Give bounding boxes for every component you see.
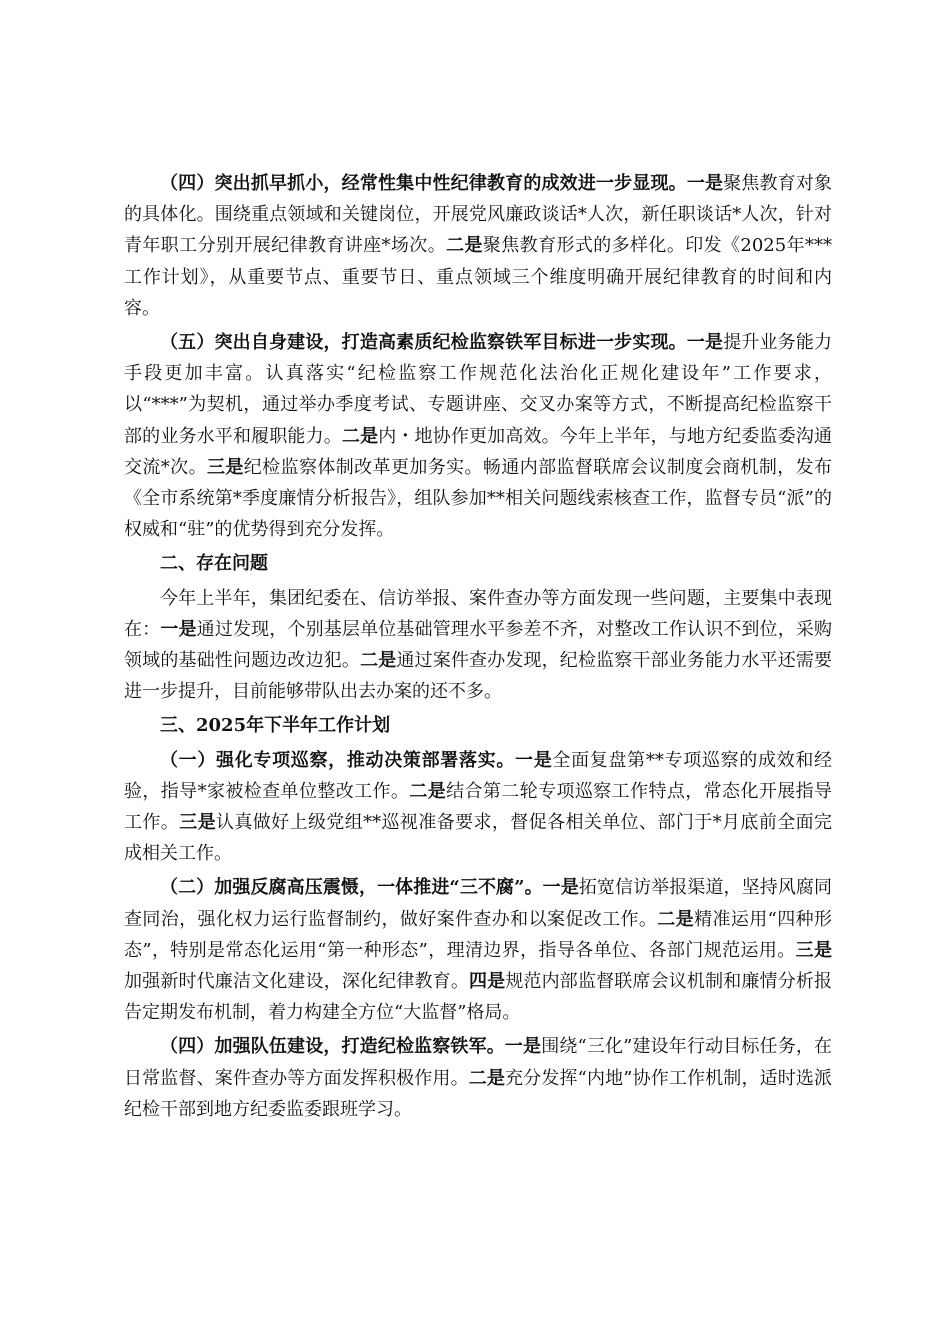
paragraph-team-building xyxy=(124,1031,832,1125)
paragraph-text: 全面复盘第**专项巡察的成效和经验，指导*家被检查单位整改工作。 xyxy=(124,749,833,802)
enumeration-label: 二是 xyxy=(409,780,447,802)
paragraph-heading: （四）突出抓早抓小，经常性集中性纪律教育的成效进一步显现。 xyxy=(160,173,687,194)
paragraph-heading: （二）加强反腐高压震慑，一体推进“三不腐”。 xyxy=(160,877,543,899)
paragraph-text: 充分发挥“内地”协作工作机制，适时选派纪检干部到地方纪委监委跟班学习。 xyxy=(124,1067,833,1120)
enumeration-label: 一是 xyxy=(515,749,553,771)
enumeration-label: 二是 xyxy=(657,908,695,930)
paragraph-text: 认真做好上级党组**巡视准备要求，督促各相关单位、部门于*月底前全面完成相关工作。 xyxy=(124,812,833,865)
enumeration-label: 一是 xyxy=(542,877,579,899)
enumeration-label: 三是 xyxy=(206,456,244,478)
paragraph-text: 通过发现，个别基层单位基础管理水平参差不齐，对整改工作认识不到位，采购领域的基础性问题边改边犯。 xyxy=(124,618,833,672)
enumeration-label: 三是 xyxy=(795,939,832,961)
enumeration-label: 四是 xyxy=(469,971,506,993)
paragraph-text: 围绕“三化”建设年行动目标任务，在日常监督、案件查办等方面发挥积极作用。 xyxy=(124,1036,833,1089)
paragraph-text: 结合第二轮专项巡察工作特点，常态化开展指导工作。 xyxy=(124,780,833,834)
enumeration-label: 二是 xyxy=(341,425,379,447)
enumeration-label: 一是 xyxy=(686,332,724,354)
paragraph-text: 拓宽信访举报渠道，坚持风腐同查同治，强化权力运行监督制约，做好案件查办和以案促改工作。 xyxy=(124,877,832,930)
paragraph-text: 内・地协作更加高效。今年上半年，与地方纪委监委沟通交流*次。 xyxy=(124,425,833,478)
paragraph-text: 规范内部监督联席会议机制和廉情分析报告定期发布机制，着力构建全方位“大监督”格局。 xyxy=(124,971,833,1024)
enumeration-label: 二是 xyxy=(468,1067,506,1089)
paragraph-text: 纪检监察体制改革更加务实。畅通内部监督联席会议制度会商机制，发布《全市系统第*季度廉情分析报告》，组队参加**相关问题线索核查工作，监督专员“派”的权威和“驻”的优势得到充分发挥。 xyxy=(124,456,833,541)
paragraph-text: 加强新时代廉洁文化建设，深化纪律教育。 xyxy=(124,971,469,993)
section-heading-problems: 二、存在问题 xyxy=(160,553,268,575)
paragraph-heading: （四）加强队伍建设，打造纪检监察铁军。 xyxy=(160,1036,505,1058)
paragraph-text: 聚焦教育对象的具体化。围绕重点领域和关键岗位，开展党风廉政谈话*人次，新任职谈话*人次，针对青年职工分别开展纪律教育讲座*场次。 xyxy=(124,173,833,257)
document-body xyxy=(124,168,832,1125)
paragraph-text: 通过案件查办发现，纪检监察干部业务能力水平还需要进一步提升，目前能够带队出去办案的还不多。 xyxy=(124,650,833,703)
enumeration-label: 一是 xyxy=(160,618,197,640)
paragraph-problems xyxy=(124,583,832,708)
paragraph-text: 精准运用“四种形态”，特别是常态化运用“第一种形态”，理清边界，指导各单位、各部门规范运用。 xyxy=(124,908,833,961)
paragraph-anti-corruption xyxy=(124,872,832,1028)
section-heading-work-plan: 三、2025年下半年工作计划 xyxy=(160,715,391,737)
paragraph-heading: （一）强化专项巡察，推动决策部署落实。 xyxy=(160,749,516,771)
enumeration-label: 二是 xyxy=(360,650,397,672)
paragraph-heading: （五）突出自身建设，打造高素质纪检监察铁军目标进一步实现。 xyxy=(160,332,687,354)
paragraph-special-inspection xyxy=(124,745,832,870)
paragraph-discipline-education xyxy=(124,168,832,324)
enumeration-label: 一是 xyxy=(504,1036,542,1058)
paragraph-self-building xyxy=(124,327,832,545)
paragraph-text: 聚焦教育形式的多样化。印发《2025年***工作计划》，从重要节点、重要节日、重点领域三个维度明确开展纪律教育的时间和内容。 xyxy=(124,235,833,319)
paragraph-text: 提升业务能力手段更加丰富。认真落实“纪检监察工作规范化法治化正规化建设年”工作要求，以“***”为契机，通过举办季度考试、专题讲座、交叉办案等方式，不断提高纪检监察干部的业务水平和履职能力。 xyxy=(124,332,833,447)
enumeration-label: 二是 xyxy=(446,235,483,257)
paragraph-text: 今年上半年，集团纪委在、信访举报、案件查办等方面发现一些问题，主要集中表现在： xyxy=(124,587,832,640)
enumeration-label: 一是 xyxy=(686,173,724,194)
enumeration-label: 三是 xyxy=(179,812,216,834)
